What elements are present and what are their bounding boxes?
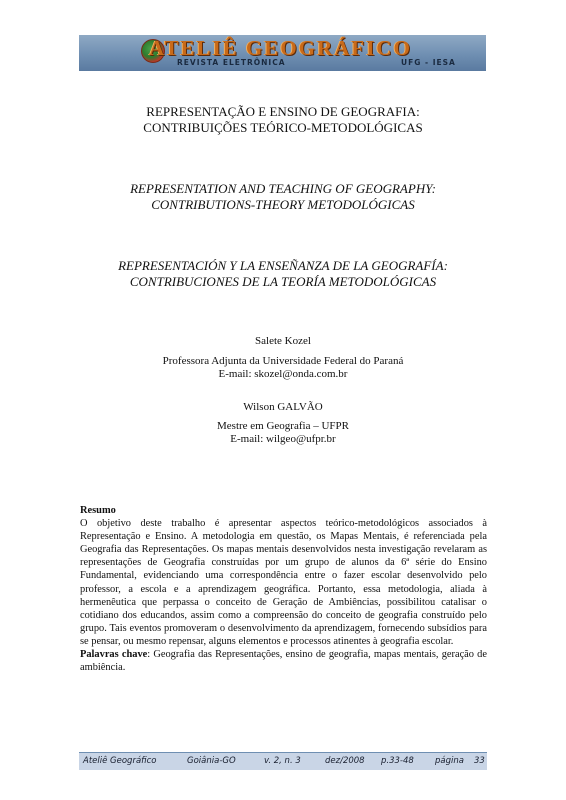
abstract-text: O objetivo deste trabalho é apresentar aspectos teórico-metodológicos associados à Representação e Ensino. A metodologia em questão, os Mapas Mentais, é referenciada pela Geografia das Representações. Os mapas mentais desenvolvidos nesta investigação revelaram as representações de Geografia construídas por um grupo de alunos da 6ª série do Ensino Fundamental, evidenciando uma correspondência entre o fazer escolar desenvolvido pelo professor, a escola e a aprendizagem geográfica. Portanto, essa metodologia, aliada à hermenêutica que perpassa o conceito de Geração de Ambiências, possibilitou catalisar o cotidiano dos educandos, assim como a compreensão do conceito de geografia construído pelo grupo. Tais eventos promoveram o desenvolvimento da aprendizagem, fornecendo subsídios para se pensar, ou mesmo repensar, alguns elementos e processos atinentes à geografia escolar.: [80, 518, 487, 647]
author-2-email: E-mail: wilgeo@ufpr.br: [230, 433, 336, 445]
journal-institution: UFG - IESA: [401, 58, 456, 67]
abstract-heading: Resumo: [80, 505, 116, 516]
title-english: [60, 181, 506, 213]
footer-city: Goiânia-GO: [187, 756, 236, 766]
title-portuguese: [60, 104, 506, 136]
title-es-line2: CONTRIBUCIONES DE LA TEORÍA METODOLÓGICAS: [129, 274, 437, 289]
journal-logo-text: ATELIÊ GEOGRÁFICO: [149, 36, 412, 60]
title-es-line1: REPRESENTACIÓN Y LA ENSEÑANZA DE LA GEOGRAFÍA:: [118, 258, 448, 273]
author-1-name: Salete Kozel: [255, 335, 311, 347]
title-en-line2: CONTRIBUTIONS-THEORY METODOLÓGICAS: [151, 197, 415, 212]
author-2-name: Wilson GALVÃO: [243, 401, 323, 413]
journal-banner: [79, 35, 486, 71]
footer-pages: p.33-48: [381, 756, 414, 766]
keywords-paragraph: [80, 648, 487, 674]
keywords-label: Palavras chave: [80, 649, 148, 661]
abstract-section: [80, 504, 487, 674]
footer-journal: Ateliê Geográfico: [83, 756, 157, 766]
footer-page-number: 33: [474, 756, 485, 766]
journal-subtitle: REVISTA ELETRÔNICA: [177, 58, 286, 67]
author-1-email: E-mail: skozel@onda.com.br: [218, 368, 348, 380]
footer-date: dez/2008: [325, 756, 365, 766]
title-spanish: [60, 258, 506, 290]
title-en-line1: REPRESENTATION AND TEACHING OF GEOGRAPHY:: [130, 181, 436, 196]
footer-volume: v. 2, n. 3: [264, 756, 301, 766]
title-pt-line2: CONTRIBUIÇÕES TEÓRICO-METODOLÓGICAS: [143, 120, 423, 135]
author-1-affiliation: Professora Adjunta da Universidade Federal do Paraná: [162, 355, 404, 367]
footer-page-label: página: [435, 756, 464, 766]
keywords-text: : Geografia das Representações, ensino de geografia, mapas mentais, geração de ambiência.: [80, 649, 487, 674]
page-footer: [79, 752, 487, 770]
title-pt-line1: REPRESENTAÇÃO E ENSINO DE GEOGRAFIA:: [146, 104, 420, 119]
author-2-affiliation: Mestre em Geografia – UFPR: [217, 420, 349, 432]
